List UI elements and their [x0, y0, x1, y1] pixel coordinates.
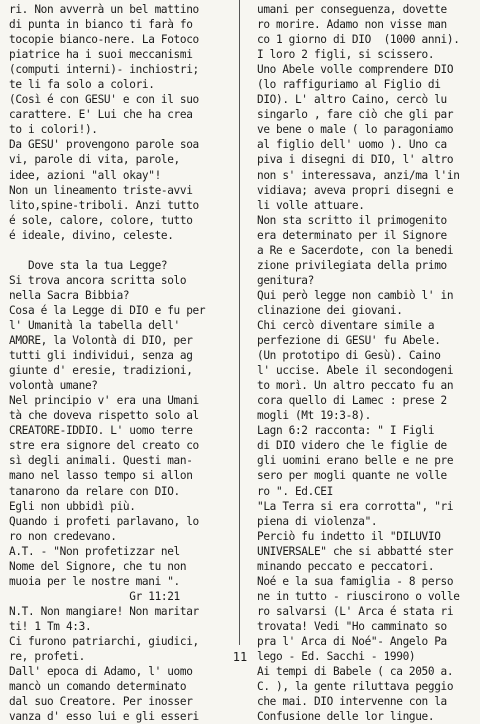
- text-line: piva i disegni di DIO, l' altro: [257, 153, 454, 167]
- right-column-text: [257, 2, 475, 724]
- text-line: I loro 2 figli, si scissero.: [257, 48, 435, 62]
- text-line: N.T. Non mangiare! Non maritar: [9, 604, 199, 618]
- text-line: ne in tutto - riuscirono o volle: [257, 589, 460, 603]
- text-line: l' Umanità la tabella dell': [9, 318, 180, 332]
- text-line: Noé e la sua famiglia - 8 perso: [257, 574, 454, 588]
- text-line: muoia per le nostre mani ".: [9, 574, 180, 588]
- text-line: (Così é con GESU' e con il suo: [9, 93, 199, 107]
- text-line: (Un prototipo di Gesù). Caino: [257, 349, 441, 363]
- text-line: che mai. DIO intervenne con la: [257, 695, 447, 709]
- text-line: Gr 11:21: [9, 589, 180, 603]
- column-divider: [239, 0, 240, 645]
- text-line: era determinato per il Signore: [257, 228, 447, 242]
- left-column-text: [9, 2, 231, 724]
- text-line: genitura?: [257, 273, 314, 287]
- text-line: cora quello di Lamec : prese 2: [257, 394, 447, 408]
- text-line: Ci furono patriarchi, giudici,: [9, 634, 199, 648]
- text-line: mano nel lasso tempo si allon: [9, 469, 193, 483]
- text-line: "La Terra si era corrotta", "ri: [257, 499, 454, 513]
- text-line: Lagn 6:2 racconta: " I Figli: [257, 424, 435, 438]
- text-line: ti! 1 Tm 4:3.: [9, 619, 92, 633]
- text-line: tanarono da relare con DIO.: [9, 484, 180, 498]
- text-line: l' uccise. Abele il secondogeni: [257, 364, 454, 378]
- text-line: stre era signore del creato co: [9, 439, 199, 453]
- text-line: lito,spine-triboli. Anzi tutto: [9, 198, 199, 212]
- text-line: mancò un comando determinato: [9, 680, 187, 694]
- text-line: singarlo , fare ciò che gli par: [257, 108, 454, 122]
- text-line: vanza d' esso lui e gli esseri: [9, 710, 199, 724]
- text-line: di punta in bianco ti farà fo: [9, 18, 193, 32]
- text-line: tocopie bianco-nere. La Fotoco: [9, 33, 199, 47]
- text-line: gli uomini erano belle e ne pre: [257, 454, 454, 468]
- text-line: re, profeti.: [9, 650, 85, 664]
- text-line: dal suo Creatore. Per inosser: [9, 695, 193, 709]
- text-line: non s' interessava, anzi/ma l'in: [257, 168, 460, 182]
- text-line: Nel principio v' era una Umani: [9, 394, 199, 408]
- text-line: AMORE, la Volontà di DIO, per: [9, 334, 193, 348]
- text-line: Ai tempi di Babele ( ca 2050 a.: [257, 665, 454, 679]
- text-line: trovata! Vedi "Ho camminato so: [257, 619, 447, 633]
- text-line: sì degli animali. Questi man-: [9, 454, 193, 468]
- text-line: piena di violenza".: [257, 514, 378, 528]
- text-line: ro non credevano.: [9, 529, 117, 543]
- text-line: tutti gli individui, senza ag: [9, 349, 193, 363]
- text-line: minando peccato e peccatori.: [257, 559, 435, 573]
- text-line: lego - Ed. Sacchi - 1990): [257, 650, 416, 664]
- text-line: A.T. - "Non profetizzar nel: [9, 544, 180, 558]
- text-line: zione privilegiata della primo: [257, 258, 447, 272]
- text-line: tà che doveva rispetto solo al: [9, 409, 199, 423]
- text-line: Confusione delle lor lingue.: [257, 710, 435, 724]
- text-line: giunte d' eresie, tradizioni,: [9, 364, 193, 378]
- text-line: te li fa solo a colori.: [9, 78, 155, 92]
- text-line: vidiava; aveva propri disegni e: [257, 183, 454, 197]
- text-line: Egli non ubbidì più.: [9, 499, 136, 513]
- text-line: co 1 giorno di DIO (1000 anni).: [257, 33, 460, 47]
- text-line: (computi interni)- inchiostri;: [9, 63, 199, 77]
- text-line: C. ), la gente riluttava peggio: [257, 680, 454, 694]
- text-line: Non un lineamento triste-avvi: [9, 183, 193, 197]
- text-line: CREATORE-IDDIO. L' uomo terre: [9, 424, 193, 438]
- text-line: li volle attuare.: [257, 198, 365, 212]
- text-line: carattere. E' Lui che ha crea: [9, 108, 193, 122]
- text-line: Dall' epoca di Adamo, l' uomo: [9, 665, 193, 679]
- text-line: Chi cercò diventare simile a: [257, 318, 435, 332]
- text-line: di DIO videro che le figlie de: [257, 439, 447, 453]
- text-line: Dove sta la tua Legge?: [9, 258, 168, 272]
- text-line: Da GESU' provengono parole soa: [9, 138, 199, 152]
- page-number: 11: [232, 650, 248, 664]
- text-line: umani per conseguenza, dovette: [257, 3, 447, 16]
- text-line: é ideale, divino, celeste.: [9, 228, 174, 242]
- text-line: Uno Abele volle comprendere DIO: [257, 63, 454, 77]
- text-line: idee, azioni "all okay"!: [9, 168, 161, 182]
- text-line: ve bene o male ( lo paragoniamo: [257, 123, 454, 137]
- text-line: sero per mogli quante ne volle: [257, 469, 447, 483]
- text-line: al figlio dell' uomo ). Uno ca: [257, 138, 447, 152]
- text-line: perfezione di GESU' fu Abele.: [257, 334, 441, 348]
- text-line: clinazione dei giovani.: [257, 303, 403, 317]
- text-line: Cosa é la Legge di DIO e fu per: [9, 303, 206, 317]
- text-line: (lo raffiguriamo al Figlio di: [257, 78, 441, 92]
- text-line: vi, parole di vita, parole,: [9, 153, 180, 167]
- text-line: é sole, calore, colore, tutto: [9, 213, 193, 227]
- text-line: a Re e Sacerdote, con la benedi: [257, 243, 454, 257]
- text-line: ro ". Ed.CEI: [257, 484, 333, 498]
- text-line: ro morire. Adamo non visse man: [257, 18, 447, 32]
- text-line: piatrice ha i suoi meccanismi: [9, 48, 193, 62]
- text-line: Nome del Signore, che tu non: [9, 559, 187, 573]
- text-line: volontà umane?: [9, 379, 98, 393]
- text-line: mogli (Mt 19:3-8).: [257, 409, 371, 423]
- text-line: to morì. Un altro peccato fu an: [257, 379, 454, 393]
- text-line: DIO). L' altro Caino, cercò lu: [257, 93, 447, 107]
- text-line: Non sta scritto il primogenito: [257, 213, 447, 227]
- text-line: Perciò fu indetto il "DILUVIO: [257, 529, 441, 543]
- text-line: Si trova ancora scritta solo: [9, 273, 187, 287]
- text-line: Quando i profeti parlavano, lo: [9, 514, 199, 528]
- text-line: ro salvarsi (L' Arca é stata ri: [257, 604, 454, 618]
- text-line: Qui però legge non cambiò l' in: [257, 288, 454, 302]
- text-line: pra l' Arca di Noé"- Angelo Pa: [257, 634, 447, 648]
- text-line: to i colori!).: [9, 123, 98, 137]
- text-line: UNIVERSALE" che si abbatté ster: [257, 544, 454, 558]
- text-line: [9, 243, 231, 258]
- text-line: ri. Non avverrà un bel mattino: [9, 3, 199, 16]
- text-line: nella Sacra Bibbia?: [9, 288, 130, 302]
